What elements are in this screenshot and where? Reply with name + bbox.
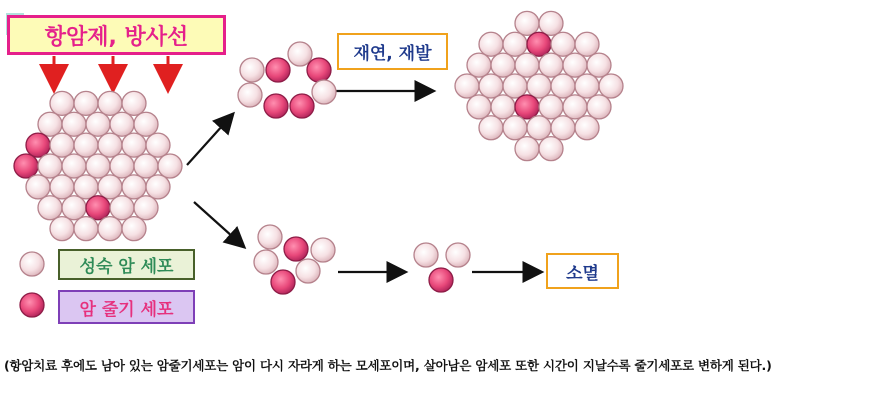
mature-cell [455, 74, 479, 98]
extinction-label: 소멸 [546, 253, 619, 289]
mature-cell [414, 243, 438, 267]
mature-cell [539, 95, 563, 119]
mature-cell [515, 53, 539, 77]
mature-cell [527, 74, 551, 98]
treatment-label: 항암제, 방사선 [7, 15, 226, 55]
mature-cell [254, 250, 278, 274]
mature-cell [122, 217, 146, 241]
mature-cell [575, 74, 599, 98]
mature-cell [62, 154, 86, 178]
mature-cell [503, 32, 527, 56]
mature-cell [134, 154, 158, 178]
mature-cell [146, 175, 170, 199]
mature-cell [479, 74, 503, 98]
mature-cell [575, 116, 599, 140]
mature-cell [158, 154, 182, 178]
mature-cell [587, 95, 611, 119]
mature-cell [575, 32, 599, 56]
mature-cell [551, 32, 575, 56]
mature-cell [26, 175, 50, 199]
stem-cell [86, 196, 110, 220]
mature-cell [74, 133, 98, 157]
mature-cell [479, 116, 503, 140]
mature-cell [312, 80, 336, 104]
mature-cell [515, 137, 539, 161]
stem-cell [14, 154, 38, 178]
stem-cell [264, 94, 288, 118]
treatment-arrows [54, 56, 168, 88]
mature-cell [98, 175, 122, 199]
mature-cell [110, 154, 134, 178]
mature-cell [98, 91, 122, 115]
mature-cell [50, 217, 74, 241]
mature-cell [479, 32, 503, 56]
mature-cell [74, 91, 98, 115]
mature-cell [110, 112, 134, 136]
mature-cell [258, 225, 282, 249]
mature-cell [240, 58, 264, 82]
mature-cell [491, 53, 515, 77]
mature-cell [311, 238, 335, 262]
mature-cell [503, 116, 527, 140]
stem-cell [26, 133, 50, 157]
mature-cell [98, 217, 122, 241]
mature-cell [527, 116, 551, 140]
arrow-to-reduced [194, 202, 243, 246]
stem-cell [271, 270, 295, 294]
mature-cell [122, 91, 146, 115]
mature-cell [146, 133, 170, 157]
stem-cell [284, 237, 308, 261]
mature-cell [38, 112, 62, 136]
mature-cell [551, 74, 575, 98]
mature-cell [563, 95, 587, 119]
mature-cell [467, 53, 491, 77]
mature-cell [446, 243, 470, 267]
legend-stem-label: 암 줄기 세포 [58, 290, 195, 324]
mature-cell [599, 74, 623, 98]
stem-cell [290, 94, 314, 118]
mature-cell [38, 196, 62, 220]
mature-cell [122, 133, 146, 157]
stem-cell [429, 268, 453, 292]
caption: (항암치료 후에도 남아 있는 암줄기세포는 암이 다시 자라게 하는 모세포이며, 살아남은 암세포 또한 시간이 지날수록 줄기세포로 변하게 된다.) [4, 358, 772, 373]
recurrence-label: 재연, 재발 [337, 33, 448, 70]
mature-cell [515, 11, 539, 35]
mature-cell [74, 217, 98, 241]
legend-mature-cell [20, 252, 44, 276]
mature-cell [50, 175, 74, 199]
mature-cell [86, 154, 110, 178]
mature-cell [296, 259, 320, 283]
mature-cell [587, 53, 611, 77]
mature-cell [62, 196, 86, 220]
mature-cell [86, 112, 110, 136]
mature-cell [98, 133, 122, 157]
stem-cell [307, 58, 331, 82]
mature-cell [539, 11, 563, 35]
mature-cell [38, 154, 62, 178]
mature-cell [467, 95, 491, 119]
mature-cell [50, 91, 74, 115]
arrow-to-survivors [187, 115, 232, 165]
mature-cell [134, 196, 158, 220]
mature-cell [563, 53, 587, 77]
mature-cell [110, 196, 134, 220]
stem-cell [515, 95, 539, 119]
mature-cell [503, 74, 527, 98]
mature-cell [238, 83, 262, 107]
mature-cell [539, 53, 563, 77]
mature-cell [50, 133, 74, 157]
stem-cell [266, 58, 290, 82]
legend-mature-label: 성숙 암 세포 [58, 249, 195, 280]
mature-cell [62, 112, 86, 136]
mature-cell [288, 42, 312, 66]
mature-cell [539, 137, 563, 161]
mature-cell [491, 95, 515, 119]
legend-stem-cell [20, 293, 44, 317]
mature-cell [74, 175, 98, 199]
mature-cell [551, 116, 575, 140]
mature-cell [134, 112, 158, 136]
mature-cell [122, 175, 146, 199]
stem-cell [527, 32, 551, 56]
